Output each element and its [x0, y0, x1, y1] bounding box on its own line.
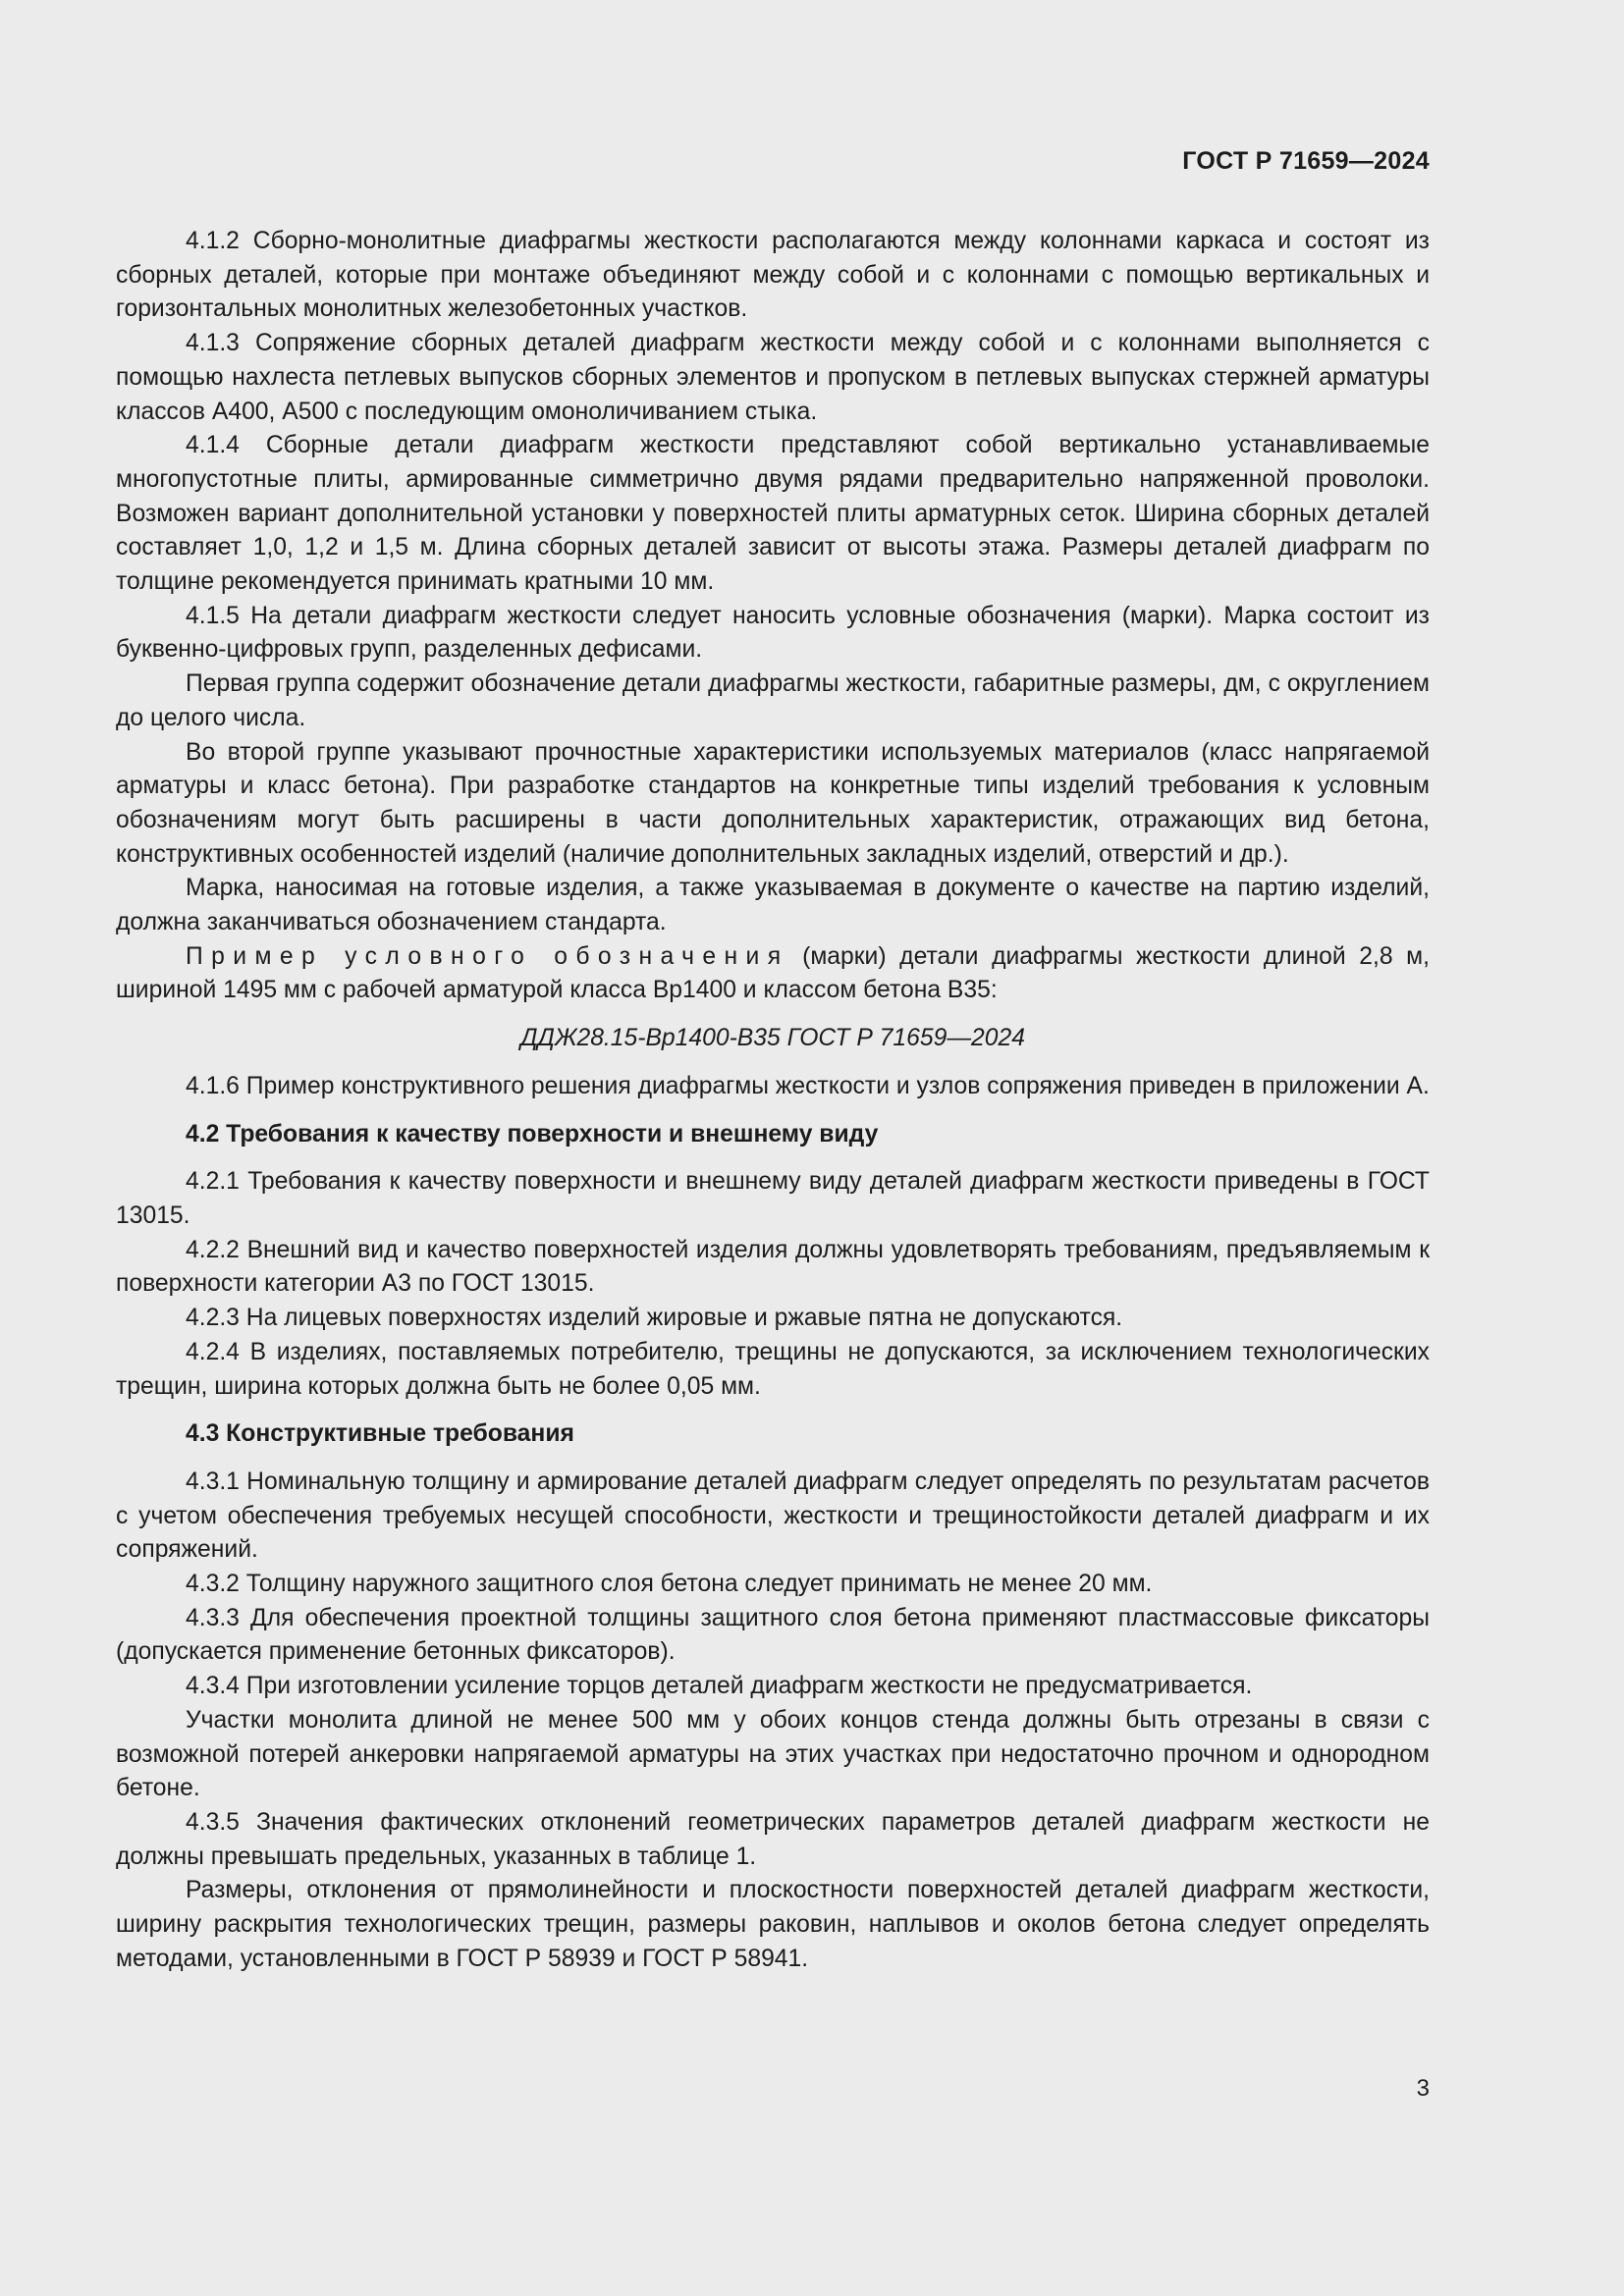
spacer [116, 1056, 1430, 1070]
paragraph-4-2-2: 4.2.2 Внешний вид и качество поверхностей изделия должны удовлетворять требованиям, предъявляемым к поверхности категории А3 по ГОСТ 13015. [116, 1236, 1430, 1298]
paragraph-first-group: Первая группа содержит обозначение детали диафрагмы жесткости, габаритные размеры, дм, с округлением до целого числа. [116, 670, 1430, 731]
section-heading-4-3: 4.3 Конструктивные требования [186, 1420, 574, 1448]
paragraph-4-3-3: 4.3.3 Для обеспечения проектной толщины защитного слоя бетона применяют пластмассовые фиксаторы (допускается применение бетонных фиксаторов). [116, 1604, 1430, 1666]
document-code: ГОСТ Р 71659—2024 [1182, 147, 1430, 175]
paragraph-marking: Марка, наносимая на готовые изделия, а также указываемая в документе о качестве на партию изделий, должна заканчиваться обозначением стандарта. [116, 875, 1430, 936]
marking-formula: ДДЖ28.15-Вр1400-В35 ГОСТ Р 71659—2024 [520, 1025, 1025, 1052]
paragraph-4-1-2: 4.1.2 Сборно-монолитные диафрагмы жесткости располагаются между колоннами каркаса и состоят из сборных деталей, которые при монтаже объединяют между собой и с колоннами с помощью вертикальных и горизонтальных монолитных железобетонных участков. [116, 228, 1430, 323]
document-body [116, 225, 1430, 1976]
paragraph-4-2-4: 4.2.4 В изделиях, поставляемых потребителю, трещины не допускаются, за исключением технологических трещин, ширина которых должна быть не более 0,05 мм. [116, 1338, 1430, 1400]
paragraph-4-1-5: 4.1.5 На детали диафрагм жесткости следует наносить условные обозначения (марки). Марка состоит из буквенно-цифровых групп, разделенных дефисами. [116, 602, 1430, 664]
spacer [116, 1151, 1430, 1165]
paragraph-4-1-6: 4.1.6 Пример конструктивного решения диафрагмы жесткости и узлов сопряжения приведен в приложении А. [186, 1072, 1430, 1099]
spacer [116, 1104, 1430, 1118]
paragraph-4-2-3: 4.2.3 На лицевых поверхностях изделий жировые и ржавые пятна не допускаются. [186, 1305, 1123, 1332]
example-text: (марки) детали диафрагмы жесткости длиной 2,8 м, шириной 1495 мм с рабочей арматурой класса Вр1400 и классом бетона В35: [116, 942, 1430, 1004]
spacer [116, 1404, 1430, 1417]
spacer [116, 1452, 1430, 1466]
paragraph-4-3-1: 4.3.1 Номинальную толщину и армирование деталей диафрагм следует определять по результатам расчетов с учетом обеспечения требуемых несущей способности, жесткости и трещиностойкости деталей диафрагм и их сопряжений. [116, 1468, 1430, 1564]
paragraph-example [116, 940, 1430, 1008]
paragraph-4-1-3: 4.1.3 Сопряжение сборных деталей диафрагм жесткости между собой и с колоннами выполняется с помощью нахлеста петлевых выпусков сборных элементов и пропуском в петлевых выпусках стержней арматуры классов А400, А500 с последующим омоноличиванием стыка. [116, 330, 1430, 425]
paragraph-monolith-sections: Участки монолита длиной не менее 500 мм у обоих концов стенда должны быть отрезаны в связи с возможной потерей анкеровки напрягаемой арматуры на этих участках при недостаточно прочном и однородном бетоне. [116, 1706, 1430, 1802]
paragraph-4-3-5: 4.3.5 Значения фактических отклонений геометрических параметров деталей диафрагм жесткости не должны превышать предельных, указанных в таблице 1. [116, 1808, 1430, 1870]
example-label: Пример условного обозначения [186, 942, 789, 970]
paragraph-measurement-methods: Размеры, отклонения от прямолинейности и плоскостности поверхностей деталей диафрагм жесткости, ширину раскрытия технологических трещин, размеры раковин, наплывов и околов бетона следует определять методами, установленными в ГОСТ Р 58939 и ГОСТ Р 58941. [116, 1877, 1430, 1972]
paragraph-4-2-1: 4.2.1 Требования к качеству поверхности и внешнему виду деталей диафрагм жесткости приведены в ГОСТ 13015. [116, 1168, 1430, 1229]
section-heading-4-2: 4.2 Требования к качеству поверхности и внешнему виду [186, 1120, 879, 1148]
paragraph-4-1-4: 4.1.4 Сборные детали диафрагм жесткости представляют собой вертикально устанавливаемые многопустотные плиты, армированные симметрично двумя рядами предварительно напряженной проволоки. Возможен вариант дополнительной установки у поверхностей плиты арматурных сеток. Ширина сборных деталей составляет 1,0, 1,2 и 1,5 м. Длина сборных деталей зависит от высоты этажа. Размеры деталей диафрагм по толщине рекомендуется принимать кратными 10 мм. [116, 432, 1430, 596]
page-number: 3 [1416, 2075, 1430, 2102]
spacer [116, 1008, 1430, 1022]
paragraph-second-group: Во второй группе указывают прочностные характеристики используемых материалов (класс напрягаемой арматуры и класс бетона). При разработке стандартов на конкретные типы изделий требования к условным обозначениям могут быть расширены в части дополнительных характеристик, отражающих вид бетона, конструктивных особенностей изделий (наличие дополнительных закладных изделий, отверстий и др.). [116, 738, 1430, 868]
paragraph-4-3-2: 4.3.2 Толщину наружного защитного слоя бетона следует принимать не менее 20 мм. [186, 1571, 1153, 1598]
paragraph-4-3-4: 4.3.4 При изготовлении усиление торцов деталей диафрагм жесткости не предусматривается. [186, 1673, 1253, 1700]
